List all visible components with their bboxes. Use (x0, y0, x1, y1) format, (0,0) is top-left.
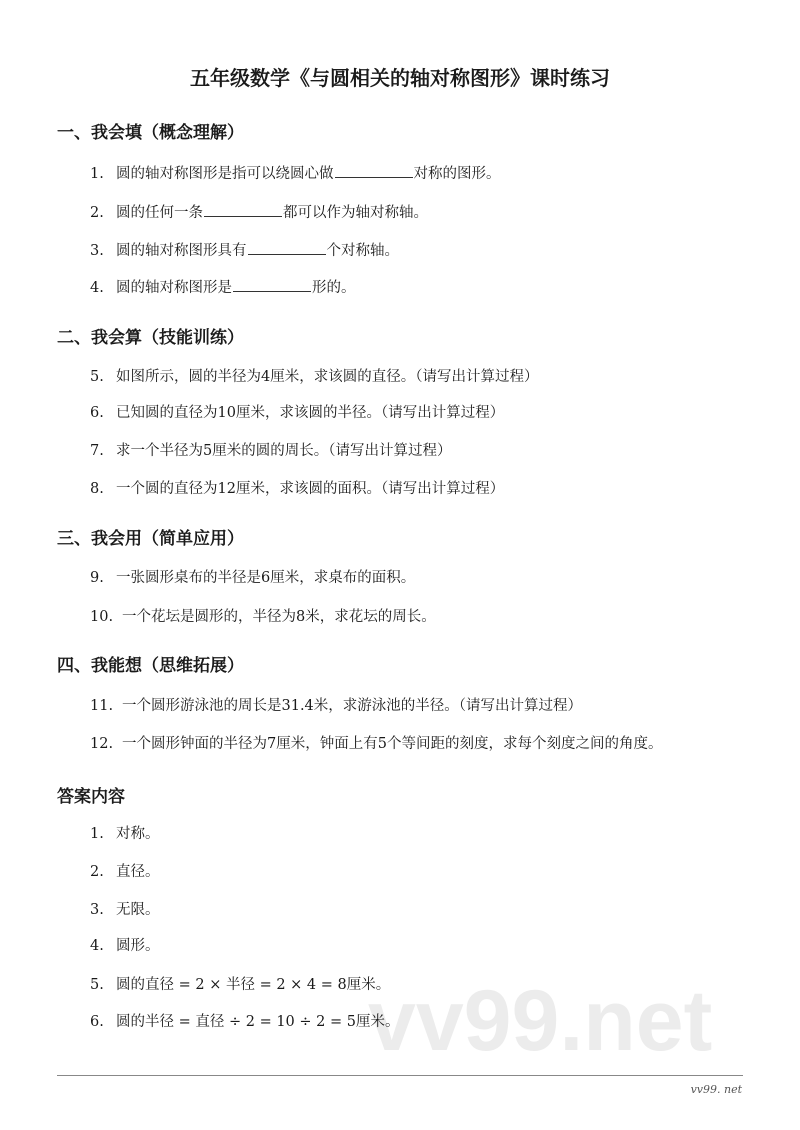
answer-text: 圆的直径 = 2 × 半径 = 2 × 4 = 8厘米。 (116, 977, 391, 993)
answer-text: 圆的半径 = 直径 ÷ 2 = 10 ÷ 2 = 5厘米。 (116, 1014, 400, 1030)
question-text: 一个圆的直径为12厘米，求该圆的面积。（请写出计算过程） (116, 481, 505, 497)
section-heading-fill: 一、我会填（概念理解） (57, 123, 244, 143)
section-heading-calculate: 二、我会算（技能训练） (57, 328, 244, 348)
answer-number: 1. (90, 826, 104, 842)
answer-number: 2. (90, 864, 104, 880)
question-number: 1. (90, 166, 104, 182)
question-text-before: 圆的任何一条 (116, 205, 203, 221)
footer-divider (57, 1075, 743, 1076)
question-number: 8. (90, 481, 104, 497)
question-text: 已知圆的直径为10厘米，求该圆的半径。（请写出计算过程） (116, 405, 505, 421)
section-heading-apply: 三、我会用（简单应用） (57, 529, 244, 549)
answer-6 (90, 1012, 399, 1032)
answer-2 (90, 862, 160, 882)
question-number: 6. (90, 405, 104, 421)
answer-1 (90, 824, 160, 844)
question-text-before: 圆的轴对称图形具有 (116, 243, 247, 259)
question-text: 一张圆形桌布的半径是6厘米，求桌布的面积。 (116, 570, 416, 586)
question-text-after: 形的。 (312, 280, 356, 296)
question-number: 4. (90, 280, 104, 296)
question-text-before: 圆的轴对称图形是指可以绕圆心做 (116, 166, 334, 182)
question-text-after: 都可以作为轴对称轴。 (283, 205, 428, 221)
question-7 (90, 441, 451, 461)
question-12 (90, 734, 662, 754)
question-8 (90, 479, 504, 499)
question-11 (90, 696, 582, 716)
question-number: 5. (90, 369, 104, 385)
question-text-after: 对称的图形。 (413, 166, 501, 182)
question-1 (90, 163, 501, 184)
answer-text: 圆形。 (116, 938, 160, 954)
question-text: 一个花坛是圆形的，半径为8米，求花坛的周长。 (122, 609, 436, 625)
question-4 (90, 277, 356, 298)
question-text: 如图所示，圆的半径为4厘米，求该圆的直径。（请写出计算过程） (116, 369, 539, 385)
answer-blank (233, 277, 311, 292)
answer-number: 4. (90, 938, 104, 954)
question-number: 3. (90, 243, 104, 259)
answers-heading: 答案内容 (57, 787, 125, 807)
question-text: 一个圆形游泳池的周长是31.4米，求游泳池的半径。（请写出计算过程） (122, 698, 583, 714)
page-title: 五年级数学《与圆相关的轴对称图形》课时练习 (190, 66, 610, 90)
question-number: 11. (90, 698, 114, 714)
answer-text: 对称。 (116, 826, 160, 842)
question-text-after: 个对称轴。 (326, 243, 399, 259)
section-heading-think: 四、我能想（思维拓展） (57, 656, 244, 676)
question-number: 7. (90, 443, 104, 459)
answer-number: 5. (90, 977, 104, 993)
question-10 (90, 607, 436, 627)
question-3 (90, 240, 399, 261)
question-text: 一个圆形钟面的半径为7厘米，钟面上有5个等间距的刻度，求每个刻度之间的角度。 (122, 736, 663, 752)
answer-blank (204, 202, 282, 217)
question-text: 求一个半径为5厘米的圆的周长。（请写出计算过程） (116, 443, 452, 459)
question-number: 2. (90, 205, 104, 221)
question-5 (90, 367, 538, 387)
question-number: 12. (90, 736, 114, 752)
answer-5 (90, 975, 390, 995)
footer-site-label: vv99. net (690, 1083, 742, 1096)
question-2 (90, 202, 428, 223)
answer-number: 3. (90, 902, 104, 918)
answer-blank (335, 163, 413, 178)
answer-text: 无限。 (116, 902, 160, 918)
answer-text: 直径。 (116, 864, 160, 880)
answer-4 (90, 936, 160, 956)
question-number: 9. (90, 570, 104, 586)
site-watermark: vv99.net (368, 973, 713, 1069)
answer-blank (248, 240, 326, 255)
answer-number: 6. (90, 1014, 104, 1030)
question-text-before: 圆的轴对称图形是 (116, 280, 232, 296)
answer-3 (90, 900, 160, 920)
question-9 (90, 568, 415, 588)
question-number: 10. (90, 609, 114, 625)
question-6 (90, 403, 504, 423)
